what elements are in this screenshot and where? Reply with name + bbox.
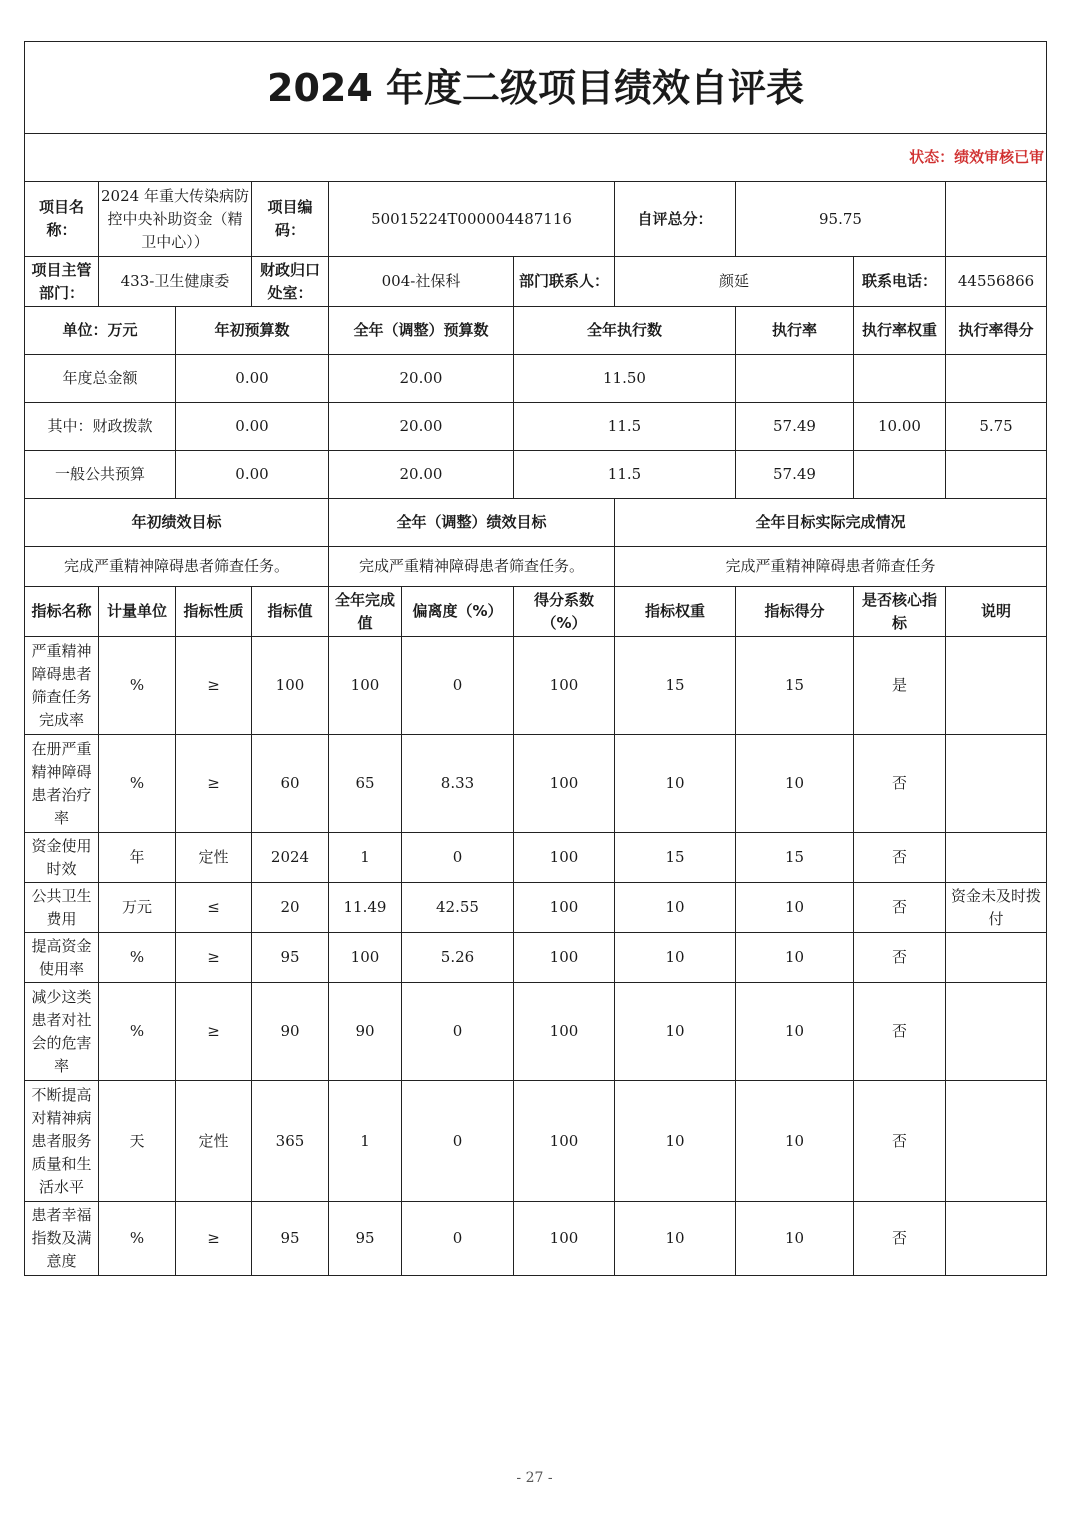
indicator-cell: 15: [736, 637, 854, 735]
table-row: [25, 735, 1047, 833]
indicator-cell: 100: [329, 933, 402, 983]
budget-cell: 5.75: [946, 403, 1047, 451]
finance-value: 004-社保科: [329, 257, 514, 307]
page-number: - 27 -: [516, 1470, 553, 1486]
indicator-cell: 10: [615, 1081, 736, 1202]
indicator-cell: 10: [736, 1081, 854, 1202]
project-code-value: 50015224T000004487116: [329, 182, 615, 257]
goal-text: 完成严重精神障碍患者筛查任务: [615, 547, 1047, 587]
indicator-cell: 否: [854, 833, 946, 883]
indicator-name: 不断提高对精神病患者服务质量和生活水平: [25, 1081, 99, 1202]
indicator-header: 指标名称: [25, 587, 99, 637]
indicator-cell: 1: [329, 833, 402, 883]
goal-header: 全年（调整）绩效目标: [329, 499, 615, 547]
indicator-cell: 5.26: [402, 933, 514, 983]
indicator-cell: 资金未及时拨付: [946, 883, 1047, 933]
indicator-cell: 否: [854, 1202, 946, 1276]
budget-cell: 11.5: [514, 451, 736, 499]
dept-value: 433-卫生健康委: [99, 257, 252, 307]
indicator-cell: ≥: [176, 933, 252, 983]
indicator-name: 患者幸福指数及满意度: [25, 1202, 99, 1276]
empty-cell: [946, 182, 1047, 257]
indicator-cell: 0: [402, 637, 514, 735]
indicator-cell: ≥: [176, 1202, 252, 1276]
indicator-cell: %: [99, 1202, 176, 1276]
indicator-cell: [946, 833, 1047, 883]
indicator-header: 计量单位: [99, 587, 176, 637]
indicator-name: 公共卫生费用: [25, 883, 99, 933]
indicator-cell: ≥: [176, 983, 252, 1081]
project-code-label: 项目编码：: [252, 182, 329, 257]
budget-header: 单位：万元: [25, 307, 176, 355]
indicator-header: 指标得分: [736, 587, 854, 637]
table-row: [25, 983, 1047, 1081]
indicator-cell: 11.49: [329, 883, 402, 933]
indicator-cell: 定性: [176, 833, 252, 883]
goal-text: 完成严重精神障碍患者筛查任务。: [329, 547, 615, 587]
indicator-cell: 100: [514, 833, 615, 883]
budget-header: 执行率得分: [946, 307, 1047, 355]
indicator-cell: [946, 735, 1047, 833]
score-value: 95.75: [736, 182, 946, 257]
indicator-cell: 10: [736, 983, 854, 1081]
indicator-header: 得分系数（%）: [514, 587, 615, 637]
indicator-cell: 10: [736, 933, 854, 983]
indicator-cell: 0: [402, 983, 514, 1081]
indicator-name: 资金使用时效: [25, 833, 99, 883]
indicator-cell: 定性: [176, 1081, 252, 1202]
indicator-cell: 否: [854, 933, 946, 983]
table-row: [25, 1202, 1047, 1276]
budget-cell: 0.00: [176, 355, 329, 403]
indicator-cell: 100: [514, 1202, 615, 1276]
indicator-header: 指标权重: [615, 587, 736, 637]
budget-cell: 20.00: [329, 355, 514, 403]
indicator-cell: 10: [615, 883, 736, 933]
indicator-cell: 万元: [99, 883, 176, 933]
indicator-cell: 100: [514, 933, 615, 983]
indicator-cell: 100: [514, 983, 615, 1081]
budget-cell: 0.00: [176, 403, 329, 451]
indicator-cell: [946, 1081, 1047, 1202]
budget-cell: [946, 451, 1047, 499]
indicator-cell: 100: [252, 637, 329, 735]
indicator-cell: 95: [252, 1202, 329, 1276]
indicator-cell: 90: [252, 983, 329, 1081]
indicator-cell: ≥: [176, 637, 252, 735]
indicator-header: 指标性质: [176, 587, 252, 637]
contact-label: 部门联系人：: [514, 257, 615, 307]
indicator-cell: 15: [736, 833, 854, 883]
indicator-name: 严重精神障碍患者筛查任务完成率: [25, 637, 99, 735]
indicator-cell: %: [99, 983, 176, 1081]
indicator-cell: [946, 933, 1047, 983]
budget-cell: [736, 355, 854, 403]
indicator-cell: %: [99, 933, 176, 983]
budget-header: 执行率权重: [854, 307, 946, 355]
budget-cell: 11.5: [514, 403, 736, 451]
finance-label: 财政归口处室：: [252, 257, 329, 307]
table-row: [25, 883, 1047, 933]
table-row: [25, 833, 1047, 883]
indicator-cell: 10: [615, 1202, 736, 1276]
table-row: [25, 1081, 1047, 1202]
indicator-cell: 20: [252, 883, 329, 933]
indicator-cell: 否: [854, 1081, 946, 1202]
budget-cell: 11.50: [514, 355, 736, 403]
budget-cell: 57.49: [736, 403, 854, 451]
indicator-header: 说明: [946, 587, 1047, 637]
indicator-header: 指标值: [252, 587, 329, 637]
indicator-cell: [946, 983, 1047, 1081]
table-row: [25, 933, 1047, 983]
budget-cell: 0.00: [176, 451, 329, 499]
indicator-cell: 1: [329, 1081, 402, 1202]
budget-cell: 一般公共预算: [25, 451, 176, 499]
indicator-cell: 10: [615, 933, 736, 983]
indicator-cell: 365: [252, 1081, 329, 1202]
indicator-cell: 0: [402, 1202, 514, 1276]
budget-cell: 57.49: [736, 451, 854, 499]
indicator-cell: 0: [402, 833, 514, 883]
budget-header: 全年执行数: [514, 307, 736, 355]
budget-cell: 20.00: [329, 403, 514, 451]
budget-cell: [854, 355, 946, 403]
budget-cell: 20.00: [329, 451, 514, 499]
indicator-name: 减少这类患者对社会的危害率: [25, 983, 99, 1081]
phone-value: 44556866: [946, 257, 1047, 307]
indicator-cell: 15: [615, 833, 736, 883]
indicator-cell: 0: [402, 1081, 514, 1202]
budget-cell: 年度总金额: [25, 355, 176, 403]
budget-cell: 10.00: [854, 403, 946, 451]
indicator-cell: 15: [615, 637, 736, 735]
dept-label: 项目主管部门：: [25, 257, 99, 307]
project-name-value: 2024 年重大传染病防控中央补助资金（精卫中心））: [99, 182, 252, 257]
indicator-cell: 60: [252, 735, 329, 833]
indicator-cell: 100: [514, 1081, 615, 1202]
indicator-cell: 10: [736, 883, 854, 933]
indicator-header: 全年完成值: [329, 587, 402, 637]
indicator-cell: 100: [329, 637, 402, 735]
indicator-cell: ≤: [176, 883, 252, 933]
indicator-cell: 天: [99, 1081, 176, 1202]
status-badge: 状态：绩效审核已审: [25, 134, 1047, 182]
indicator-cell: [946, 1202, 1047, 1276]
budget-cell: 其中：财政拨款: [25, 403, 176, 451]
indicator-cell: 65: [329, 735, 402, 833]
indicator-cell: 95: [329, 1202, 402, 1276]
indicator-name: 提高资金使用率: [25, 933, 99, 983]
indicator-cell: 2024: [252, 833, 329, 883]
indicator-cell: 否: [854, 883, 946, 933]
budget-header: 年初预算数: [176, 307, 329, 355]
indicator-cell: 10: [736, 735, 854, 833]
indicator-cell: 是: [854, 637, 946, 735]
indicator-cell: 100: [514, 883, 615, 933]
indicator-name: 在册严重精神障碍患者治疗率: [25, 735, 99, 833]
performance-table: [24, 41, 1047, 1276]
goal-header: 年初绩效目标: [25, 499, 329, 547]
indicator-cell: 42.55: [402, 883, 514, 933]
indicator-cell: 90: [329, 983, 402, 1081]
phone-label: 联系电话：: [854, 257, 946, 307]
indicator-cell: [946, 637, 1047, 735]
indicator-cell: 否: [854, 983, 946, 1081]
indicator-header: 偏离度（%）: [402, 587, 514, 637]
goal-text: 完成严重精神障碍患者筛查任务。: [25, 547, 329, 587]
indicator-cell: ≥: [176, 735, 252, 833]
indicator-cell: 10: [736, 1202, 854, 1276]
indicator-cell: 10: [615, 983, 736, 1081]
indicator-header: 是否核心指标: [854, 587, 946, 637]
indicator-cell: 100: [514, 637, 615, 735]
budget-cell: [946, 355, 1047, 403]
indicator-cell: %: [99, 637, 176, 735]
budget-header: 全年（调整）预算数: [329, 307, 514, 355]
goal-header: 全年目标实际完成情况: [615, 499, 1047, 547]
project-name-label: 项目名称：: [25, 182, 99, 257]
budget-header: 执行率: [736, 307, 854, 355]
budget-cell: [854, 451, 946, 499]
indicator-cell: %: [99, 735, 176, 833]
indicator-cell: 8.33: [402, 735, 514, 833]
contact-value: 颜延: [615, 257, 854, 307]
indicator-cell: 95: [252, 933, 329, 983]
indicator-cell: 100: [514, 735, 615, 833]
indicator-cell: 年: [99, 833, 176, 883]
page-title: 2024 年度二级项目绩效自评表: [25, 42, 1047, 134]
table-row: [25, 637, 1047, 735]
indicator-cell: 10: [615, 735, 736, 833]
indicator-cell: 否: [854, 735, 946, 833]
score-label: 自评总分：: [615, 182, 736, 257]
